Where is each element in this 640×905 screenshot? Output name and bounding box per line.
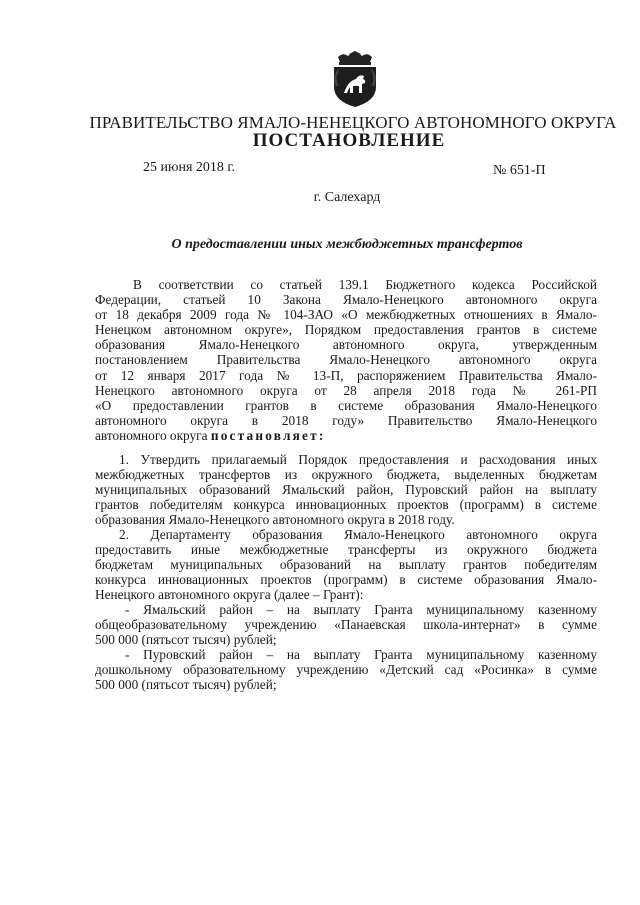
item-2-paragraph (95, 527, 597, 602)
document-city: г. Салехард (313, 190, 381, 205)
text-line: образования Ямало-Ненецкого автономного округа, утвержденным (95, 337, 597, 353)
text-line: конкурса инновационных проектов (программ) в системе образования Ямало- (95, 572, 597, 588)
text-line: дошкольному образовательному учреждению «Детский сад «Росинка» в сумме (95, 662, 597, 678)
bullet-purov-district (95, 647, 597, 692)
document-type: ПОСТАНОВЛЕНИЕ (252, 130, 446, 151)
text-line: Ненецкого автономного округа (далее – Грант): (95, 587, 364, 603)
text-line: межбюджетных трансфертов из окружного бюджета, выделенных бюджетам (95, 467, 597, 483)
text-line: образования Ямало-Ненецкого автономного округа в 2018 году. (95, 512, 455, 528)
text-line: от 12 января 2017 года № 13-П, распоряжением Правительства Ямало- (95, 367, 597, 383)
text-line: Федерации, статьей 10 Закона Ямало-Ненецкого автономного округа (95, 292, 597, 308)
text-line: грантов победителям конкурса инновационных проектов (программ) в системе (95, 497, 597, 513)
text-line: постановлением Правительства Ямало-Ненецкого автономного округа (95, 352, 597, 368)
document-subject: О предоставлении иных межбюджетных трансфертов (171, 237, 523, 252)
text-line: В соответствии со статьей 139.1 Бюджетного кодекса Российской (133, 277, 597, 292)
bullet-yamal-district (95, 602, 597, 647)
text-line: Ненецком автономном округе», Порядком предоставления грантов в системе (95, 322, 597, 338)
decree-keyword: постановляет: (210, 427, 326, 443)
text-line: Ненецкого автономного округа от 28 апреля 2018 года № 261-РП (95, 382, 597, 398)
text-line: 500 000 (пятьсот тысяч) рублей; (95, 632, 277, 648)
text-line: от 18 декабря 2009 года № 104-ЗАО «О межбюджетных отношениях в Ямало- (95, 307, 597, 323)
text-line: муниципальных образований Ямальский район, Пуровский район на выплату (95, 482, 597, 498)
text-line: общеобразовательному учреждению «Панаевская школа-интернат» в сумме (95, 617, 597, 633)
text-fragment: автономного округа (95, 427, 211, 443)
text-line: - Ямальский район – на выплату Гранта муниципальному казенному (125, 602, 597, 617)
text-line: предоставить иные межбюджетные трансферты из окружного бюджета (95, 542, 597, 558)
text-line: автономного округа в 2018 году» Правительство Ямало-Ненецкого (95, 412, 597, 428)
document-number: № 651-П (493, 163, 546, 178)
text-line (95, 428, 597, 443)
text-line: «О предоставлении грантов в системе образования Ямало-Ненецкого (95, 397, 597, 413)
item-1-paragraph (95, 452, 597, 527)
text-line: 1. Утвердить прилагаемый Порядок предоставления и расходования иных (119, 452, 597, 467)
government-name: ПРАВИТЕЛЬСТВО ЯМАЛО-НЕНЕЦКОГО АВТОНОМНОГО ОКРУГА (89, 113, 617, 132)
coat-of-arms-icon (328, 47, 382, 109)
document-date: 25 июня 2018 г. (143, 160, 236, 175)
text-line: 500 000 (пятьсот тысяч) рублей; (95, 677, 277, 693)
text-line: - Пуровский район – на выплату Гранта муниципальному казенному (125, 647, 597, 662)
text-line: 2. Департаменту образования Ямало-Ненецкого автономного округа (119, 527, 597, 542)
text-line: бюджетам муниципальных образований на выплату грантов победителям (95, 557, 597, 573)
preamble-paragraph (95, 277, 597, 443)
